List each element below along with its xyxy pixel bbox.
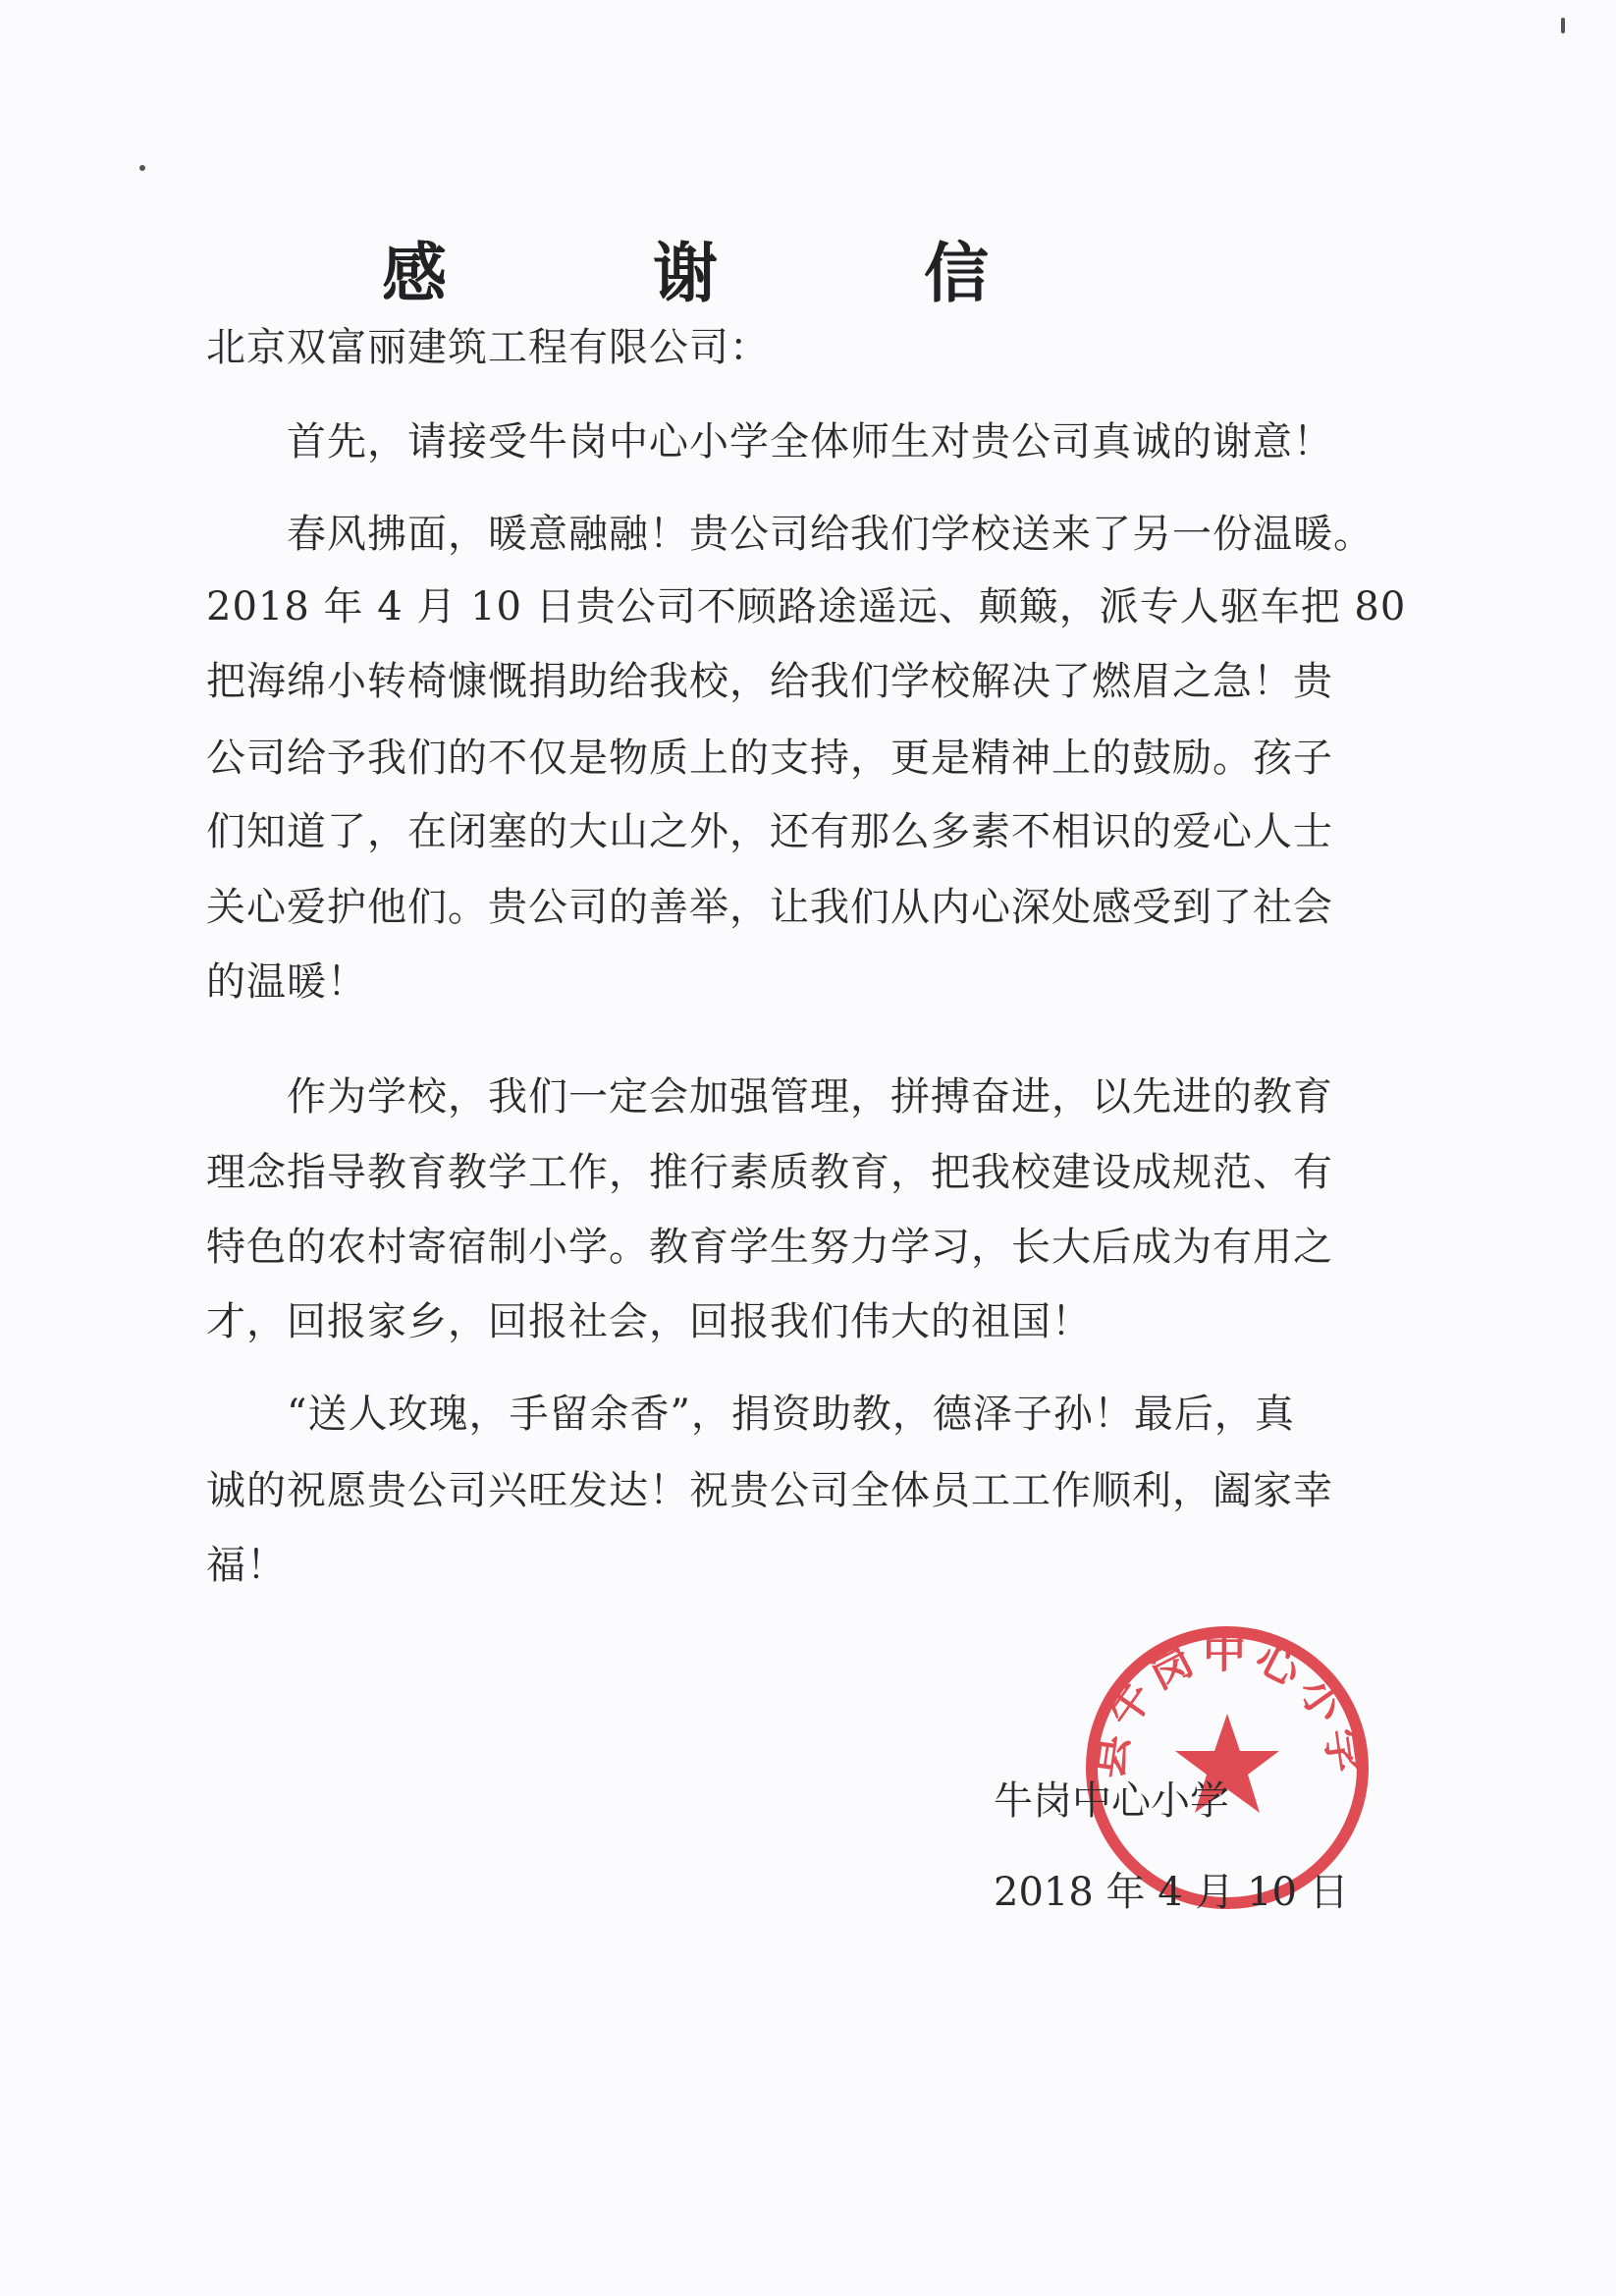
body-line: 们知道了，在闭塞的大山之外，还有那么多素不相识的爱心人士 [206,809,1333,854]
body-line: 把海绵小转椅慷慨捐助给我校，给我们学校解决了燃眉之急！贵 [206,659,1333,704]
body-line: 关心爱护他们。贵公司的善举，让我们从内心深处感受到了社会 [206,885,1333,930]
scan-speck [1561,18,1565,33]
recipient-line: 北京双富丽建筑工程有限公司： [206,325,770,370]
body-line: 公司给予我们的不仅是物质上的支持，更是精神上的鼓励。孩子 [206,736,1333,781]
body-line: 首先，请接受牛岗中心小学全体师生对贵公司真诚的谢意！ [287,419,1333,465]
signature: 牛岗中心小学 [994,1778,1229,1824]
seal-text: 县牛岗中心小学 [1082,1627,1373,1781]
body-line: 福！ [206,1543,287,1588]
body-line: 才，回报家乡，回报社会，回报我们伟大的祖国！ [206,1299,1092,1344]
letter-title: 感 谢 信 [382,236,1059,311]
body-line: “送人玫瑰，手留余香”，捐资助教，德泽子孙！最后，真 [287,1392,1295,1437]
scan-speck [139,165,145,171]
body-line: 2018 年 4 月 10 日贵公司不顾路途遥远、颠簸，派专人驱车把 80 [206,584,1407,629]
body-line: 特色的农村寄宿制小学。教育学生努力学习，长大后成为有用之 [206,1225,1333,1270]
body-line: 作为学校，我们一定会加强管理，拼搏奋进，以先进的教育 [287,1074,1333,1120]
body-line: 春风拂面，暖意融融！贵公司给我们学校送来了另一份温暖。 [287,512,1374,557]
letter-date: 2018 年 4 月 10 日 [994,1870,1349,1915]
body-line: 诚的祝愿贵公司兴旺发达！祝贵公司全体员工工作顺利，阖家幸 [206,1468,1333,1513]
body-line: 理念指导教育教学工作，推行素质教育，把我校建设成规范、有 [206,1150,1333,1195]
body-line: 的温暖！ [206,959,367,1005]
